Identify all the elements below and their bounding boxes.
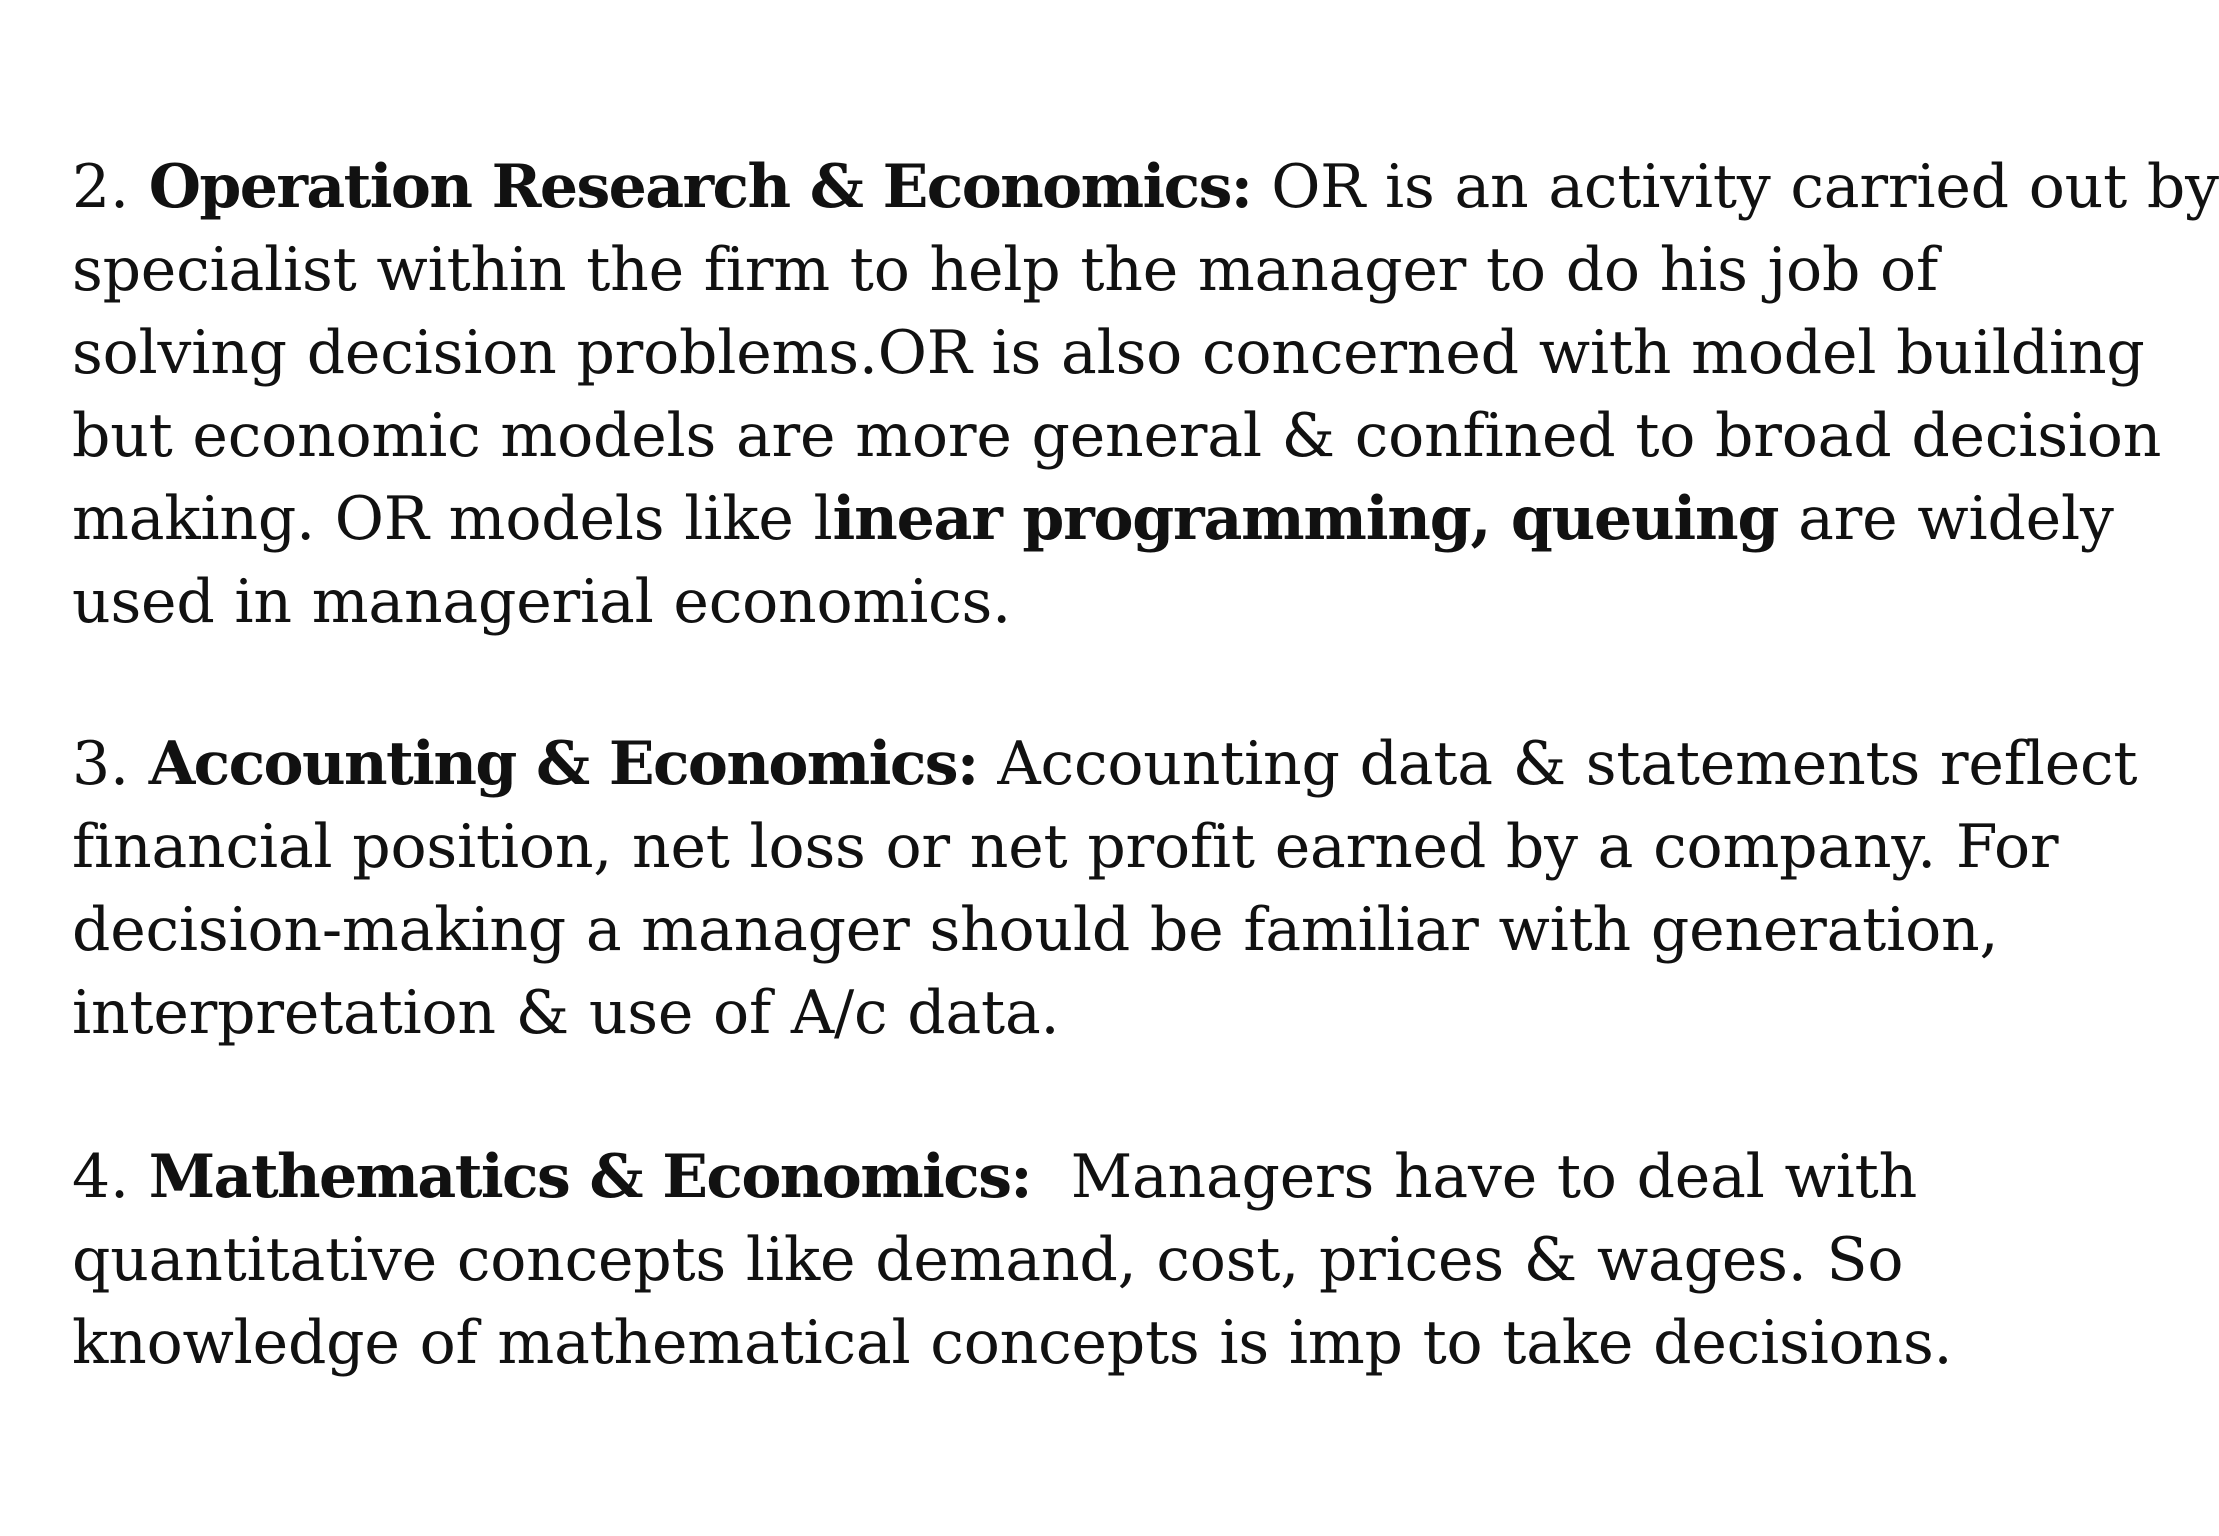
section-heading: Mathematics & Economics: (148, 1142, 1031, 1212)
section-line (72, 1136, 2012, 1219)
emphasized-terms: inear programming, queuing (832, 484, 1779, 554)
section-line: specialist within the firm to help the manager to do his job of (72, 235, 1938, 305)
section-number: 4. (72, 1142, 129, 1212)
section-line: quantitative concepts like demand, cost, prices & wages. So (72, 1225, 1904, 1295)
section-line: solving decision problems.OR is also concerned with model building (72, 318, 2145, 388)
section-text: OR is an activity carried out by (1271, 152, 2219, 222)
section-number: 2. (72, 152, 129, 222)
section-heading: Accounting & Economics: (148, 729, 978, 799)
section-line: but economic models are more general & confined to broad decision (72, 401, 2162, 471)
section-mathematics (72, 1136, 2012, 1385)
section-line: decision-making a manager should be familiar with generation, (72, 895, 1999, 965)
section-line (72, 478, 2114, 561)
section-number: 3. (72, 729, 129, 799)
section-line (72, 146, 2219, 229)
section-text: Managers have to deal with (1070, 1142, 1918, 1212)
section-line (72, 723, 2138, 806)
section-line: financial position, net loss or net profit earned by a company. For (72, 812, 2059, 882)
section-text: Accounting data & statements reflect (997, 729, 2138, 799)
section-operation-research (72, 146, 2219, 644)
section-line: interpretation & use of A/c data. (72, 978, 1060, 1048)
section-text: making. OR models like l (72, 484, 833, 554)
section-heading: Operation Research & Economics: (148, 152, 1252, 222)
section-line: used in managerial economics. (72, 567, 1011, 637)
section-line: knowledge of mathematical concepts is imp to take decisions. (72, 1308, 1953, 1378)
section-accounting (72, 723, 2138, 1055)
section-text: are widely (1798, 484, 2114, 554)
